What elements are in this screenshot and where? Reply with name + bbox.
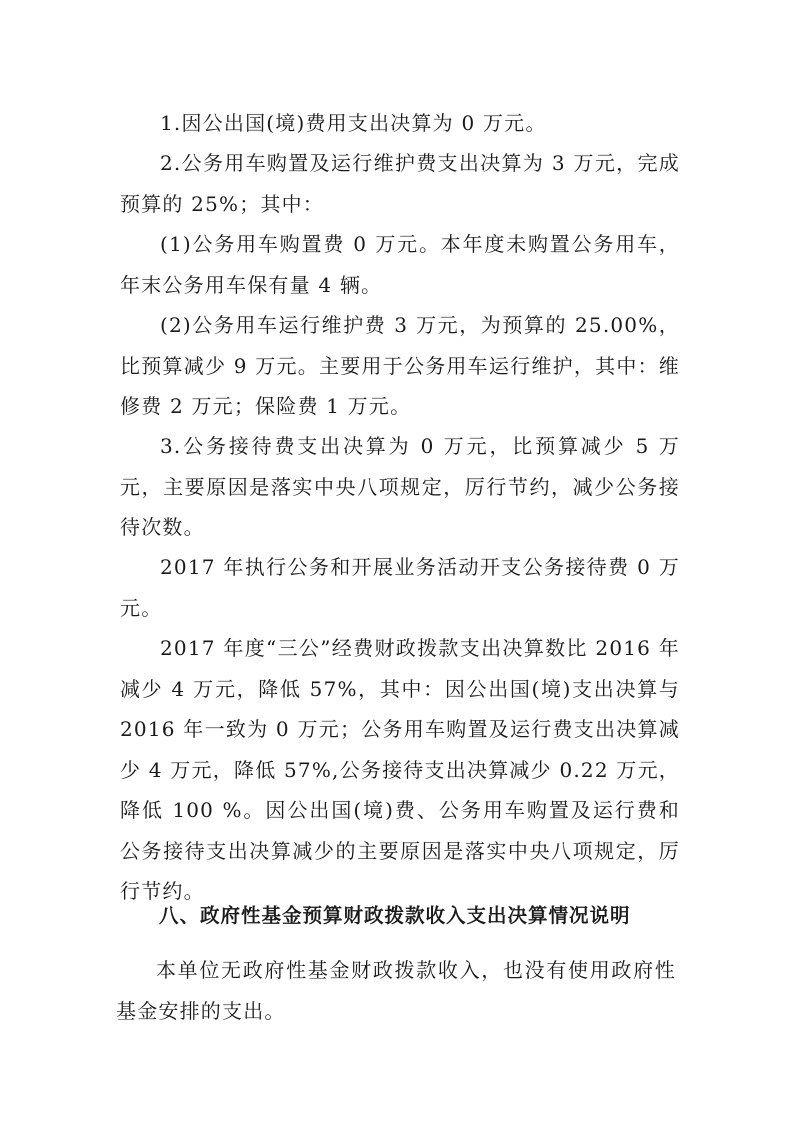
paragraph-vehicle-purchase: (1)公务用车购置费 0 万元。本年度未购置公务用车，年末公务用车保有量 4 辆。 bbox=[120, 232, 680, 297]
section-heading: 八、政府性基金预算财政拨款收入支出决算情况说明 bbox=[159, 904, 631, 927]
paragraph-vehicle-expense: 2.公务用车购置及运行维护费支出决算为 3 万元，完成预算的 25%；其中： bbox=[120, 151, 680, 216]
paragraph-three-public-comparison: 2017 年度“三公”经费财政拨款支出决算数比 2016 年减少 4 万元，降低 57%，其中：因公出国(境)支出决算与 2016 年一致为 0 万元；公务用车购置及运行费支出决算减少 4 万元，降低 57%,公务接待支出决算减少 0.22 万元，降低 100 %。因公出国(境)费、公务用车购置及运行费和公务接待支出决算减少的主要原因是落实中央八项规定，厉行节约。 bbox=[120, 636, 680, 903]
paragraph-vehicle-maintenance: (2)公务用车运行维护费 3 万元，为预算的 25.00%，比预算减少 9 万元。主要用于公务用车运行维护，其中：维修费 2 万元；保险费 1 万元。 bbox=[120, 313, 680, 418]
paragraph-overseas-travel: 1.因公出国(境)费用支出决算为 0 万元。 bbox=[160, 111, 547, 135]
paragraph-government-fund: 本单位无政府性基金财政拨款收入，也没有使用政府性基金安排的支出。 bbox=[116, 958, 676, 1023]
paragraph-reception-2017: 2017 年执行公务和开展业务活动开支公务接待费 0 万元。 bbox=[120, 555, 680, 620]
paragraph-reception-expense: 3.公务接待费支出决算为 0 万元，比预算减少 5 万元，主要原因是落实中央八项规定，厉行节约，减少公务接待次数。 bbox=[120, 434, 680, 539]
